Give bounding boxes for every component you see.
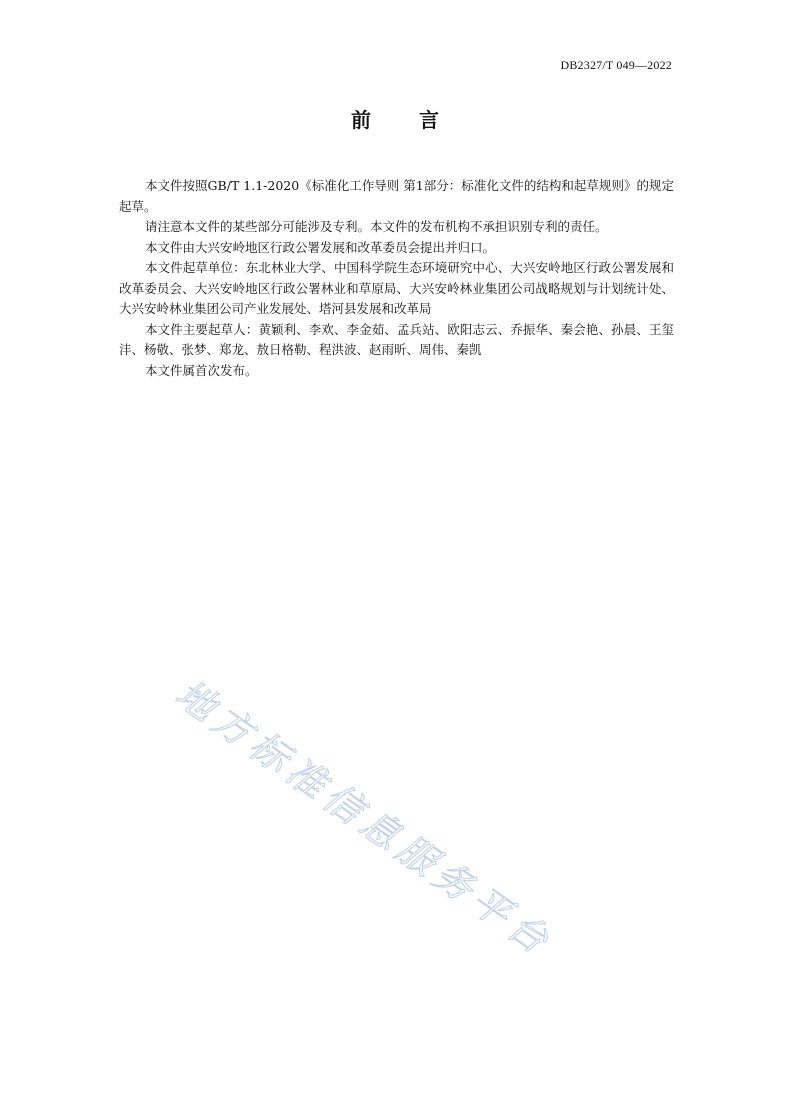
title-char-2: 言 <box>419 108 441 132</box>
document-code: DB2327/T 049—2022 <box>560 58 672 72</box>
paragraph-proposer: 本文件由大兴安岭地区行政公署发展和改革委员会提出并归口。 <box>145 239 496 255</box>
paragraph-drafting-rules: 本文件按照GB/T 1.1-2020《标准化工作导则 第1部分：标准化文件的结构和起草规则》的规定起草。 <box>119 178 674 214</box>
paragraph-drafting-units: 本文件起草单位：东北林业大学、中国科学院生态环境研究中心、大兴安岭地区行政公署发展和改革委员会、大兴安岭地区行政公署林业和草原局、大兴安岭林业集团公司战略规划与计划统计处、大兴安岭林业集团公司产业发展处、塔河县发展和改革局 <box>119 260 674 316</box>
paragraph-drafters: 本文件主要起草人：黄颖利、李欢、李金茹、孟兵站、欧阳志云、乔振华、秦会艳、孙晨、王玺沣、杨敬、张梦、郑龙、敖日格勒、程洪波、赵雨昕、周伟、秦凯 <box>119 321 674 357</box>
paragraph-first-release: 本文件属首次发布。 <box>145 362 258 378</box>
title-char-1: 前 <box>351 108 373 132</box>
foreword-body <box>119 176 674 381</box>
paragraph-patent-notice: 请注意本文件的某些部分可能涉及专利。本文件的发布机构不承担识别专利的责任。 <box>145 219 608 234</box>
watermark: 地方标准信息服务平台 <box>167 671 562 966</box>
page-title <box>0 104 792 133</box>
